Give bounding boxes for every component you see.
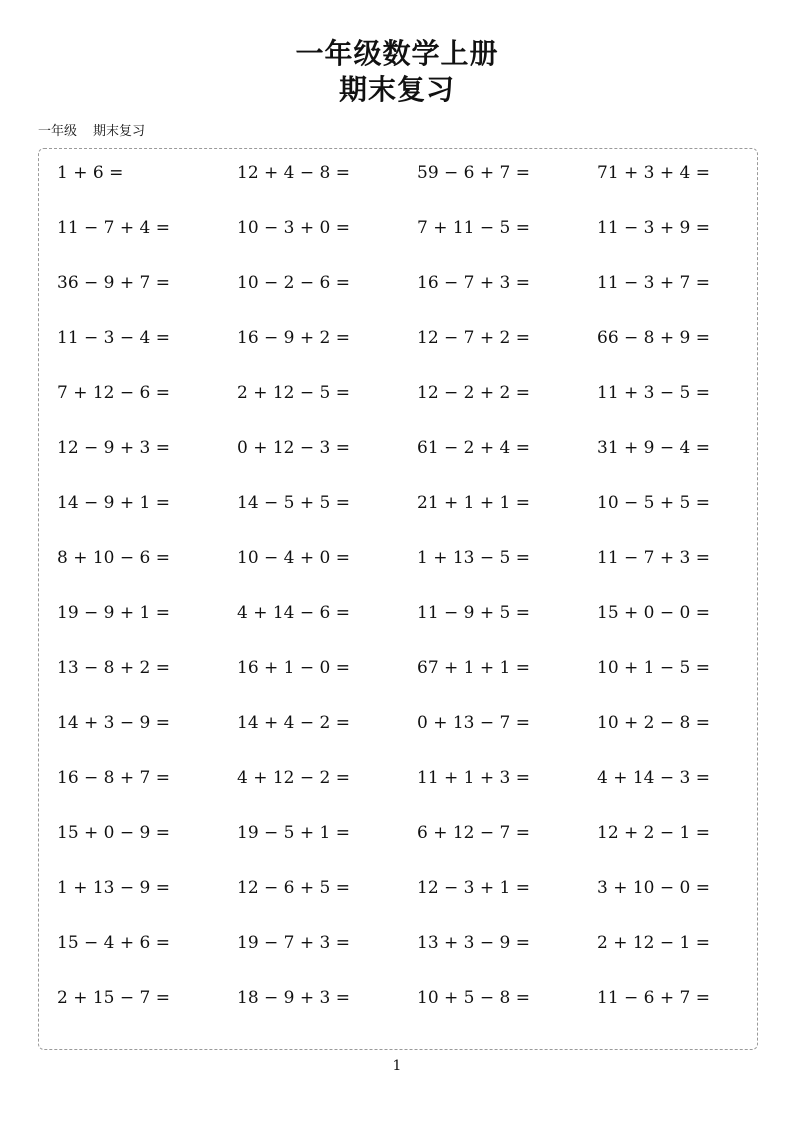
problem-grid [57,160,777,1040]
grade-label: 一年级 [38,124,78,139]
problem-item: 16 − 9 + 2 = [237,328,351,348]
page-number: 1 [392,1058,402,1074]
problem-row [57,930,777,985]
problem-item: 19 − 9 + 1 = [57,603,171,623]
problem-row [57,160,777,215]
problem-item: 0 + 13 − 7 = [417,713,531,733]
problem-item: 14 − 9 + 1 = [57,493,171,513]
problem-item: 19 − 5 + 1 = [237,823,351,843]
problem-item: 10 + 5 − 8 = [417,988,531,1008]
problem-item: 10 − 5 + 5 = [597,493,711,513]
section-header [38,124,145,140]
problem-item: 12 − 7 + 2 = [417,328,531,348]
problem-row [57,490,777,545]
problem-item: 14 − 5 + 5 = [237,493,351,513]
problem-item: 61 − 2 + 4 = [417,438,531,458]
problem-item: 2 + 12 − 1 = [597,933,711,953]
problem-row [57,600,777,655]
problem-item: 6 + 12 − 7 = [417,823,531,843]
problem-item: 1 + 13 − 9 = [57,878,171,898]
problem-item: 21 + 1 + 1 = [417,493,531,513]
page-title: 一年级数学上册 [295,37,499,70]
problem-item: 12 − 6 + 5 = [237,878,351,898]
problem-item: 12 + 4 − 8 = [237,163,351,183]
problem-row [57,875,777,930]
problem-item: 10 + 2 − 8 = [597,713,711,733]
problem-row [57,545,777,600]
problem-item: 10 − 3 + 0 = [237,218,351,238]
problem-row [57,710,777,765]
problem-row [57,820,777,875]
problem-item: 16 − 7 + 3 = [417,273,531,293]
problem-row [57,435,777,490]
topic-label: 期末复习 [93,124,146,139]
problem-item: 13 − 8 + 2 = [57,658,171,678]
problem-item: 2 + 15 − 7 = [57,988,171,1008]
problem-item: 13 + 3 − 9 = [417,933,531,953]
problem-item: 10 − 4 + 0 = [237,548,351,568]
problem-item: 19 − 7 + 3 = [237,933,351,953]
problem-item: 11 − 7 + 4 = [57,218,171,238]
problem-item: 7 + 11 − 5 = [417,218,531,238]
problem-item: 8 + 10 − 6 = [57,548,171,568]
problem-item: 59 − 6 + 7 = [417,163,531,183]
problem-item: 1 + 13 − 5 = [417,548,531,568]
problem-item: 14 + 4 − 2 = [237,713,351,733]
problem-item: 16 − 8 + 7 = [57,768,171,788]
problem-item: 71 + 3 + 4 = [597,163,711,183]
problem-item: 2 + 12 − 5 = [237,383,351,403]
problem-row [57,215,777,270]
problem-item: 0 + 12 − 3 = [237,438,351,458]
problem-item: 11 + 1 + 3 = [417,768,531,788]
problem-item: 15 + 0 − 0 = [597,603,711,623]
problem-item: 11 + 3 − 5 = [597,383,711,403]
problem-item: 18 − 9 + 3 = [237,988,351,1008]
problem-item: 4 + 12 − 2 = [237,768,351,788]
problem-item: 3 + 10 − 0 = [597,878,711,898]
problem-item: 1 + 6 = [57,163,124,183]
problem-item: 4 + 14 − 6 = [237,603,351,623]
problem-row [57,985,777,1040]
problem-item: 31 + 9 − 4 = [597,438,711,458]
problem-item: 12 − 2 + 2 = [417,383,531,403]
problem-item: 36 − 9 + 7 = [57,273,171,293]
problem-row [57,325,777,380]
problem-item: 12 − 3 + 1 = [417,878,531,898]
problem-row [57,270,777,325]
problem-item: 67 + 1 + 1 = [417,658,531,678]
problem-item: 11 − 9 + 5 = [417,603,531,623]
problem-item: 11 − 7 + 3 = [597,548,711,568]
problem-item: 16 + 1 − 0 = [237,658,351,678]
page-subtitle: 期末复习 [338,73,455,106]
title-block [0,36,794,108]
problem-item: 15 + 0 − 9 = [57,823,171,843]
problem-item: 10 + 1 − 5 = [597,658,711,678]
problem-item: 66 − 8 + 9 = [597,328,711,348]
problem-item: 12 + 2 − 1 = [597,823,711,843]
problem-item: 15 − 4 + 6 = [57,933,171,953]
problem-item: 10 − 2 − 6 = [237,273,351,293]
problem-item: 11 − 3 − 4 = [57,328,171,348]
problem-item: 11 − 3 + 9 = [597,218,711,238]
problem-item: 11 − 3 + 7 = [597,273,711,293]
problem-item: 14 + 3 − 9 = [57,713,171,733]
problem-item: 4 + 14 − 3 = [597,768,711,788]
problem-row [57,380,777,435]
problem-item: 7 + 12 − 6 = [57,383,171,403]
problem-row [57,655,777,710]
problem-item: 11 − 6 + 7 = [597,988,711,1008]
problem-row [57,765,777,820]
problem-item: 12 − 9 + 3 = [57,438,171,458]
